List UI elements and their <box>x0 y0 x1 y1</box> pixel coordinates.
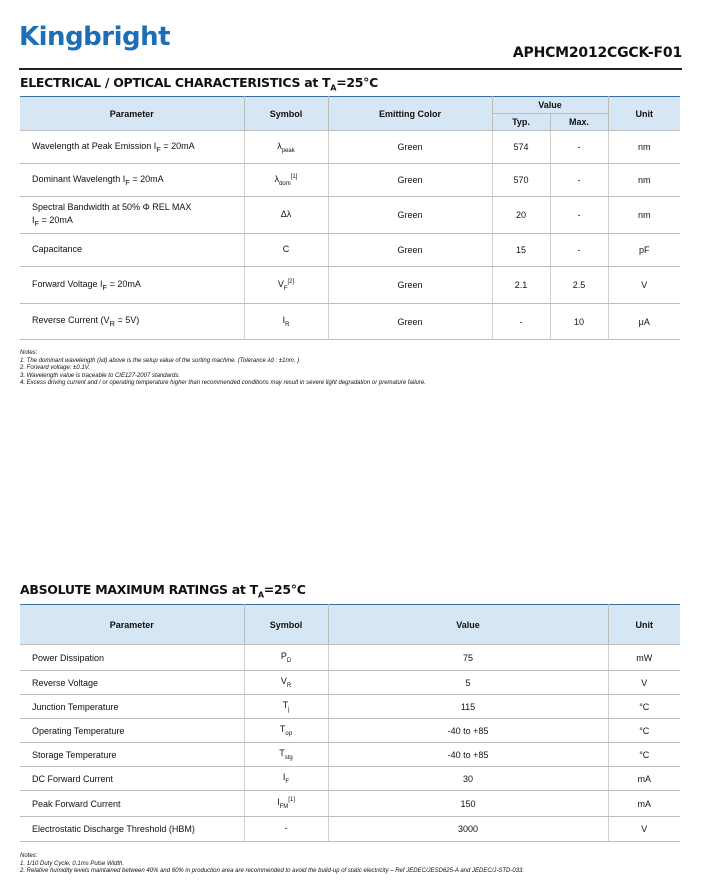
symbol-sub: D <box>286 657 292 664</box>
typ-cell: 574 <box>492 131 550 164</box>
symbol-base: P <box>280 651 287 662</box>
note-line: Notes: <box>20 350 38 356</box>
max-cell: 10 <box>550 304 608 340</box>
value-cell: 115 <box>328 695 608 719</box>
value-cell: -40 to +85 <box>328 719 608 743</box>
parameter-cell: Electrostatic Discharge Threshold (HBM) <box>20 817 244 842</box>
symbol-cell <box>244 817 328 842</box>
parameter-cell <box>20 267 244 304</box>
param-tail-2: = 20mA <box>39 215 73 225</box>
table-row <box>20 304 680 340</box>
symbol-cell <box>244 164 328 197</box>
symbol-cell <box>244 131 328 164</box>
max-cell: - <box>550 197 608 234</box>
electrical-title: ELECTRICAL / OPTICAL CHARACTERISTICS at $T_A=25^\circ C$ <box>20 75 378 93</box>
unit-cell: nm <box>608 131 680 164</box>
header-rule <box>19 68 682 70</box>
kingbright-logo: Kingbright <box>19 22 171 52</box>
unit-cell: pF <box>608 234 680 267</box>
parameter-cell <box>20 164 244 197</box>
param-sub-2: F <box>34 218 40 228</box>
parameter-cell: Storage Temperature <box>20 743 244 767</box>
typ-cell: 570 <box>492 164 550 197</box>
unit-cell: V <box>608 671 680 695</box>
value-cell: -40 to +85 <box>328 743 608 767</box>
symbol-sub: dom <box>279 180 291 187</box>
symbol-sub: F <box>283 285 288 292</box>
table-row <box>20 743 680 767</box>
symbol-cell <box>244 791 328 817</box>
value-cell: 3000 <box>328 817 608 842</box>
symbol-cell <box>244 695 328 719</box>
symbol-sub: FM <box>279 803 289 810</box>
absolute-table <box>20 604 680 842</box>
table-row <box>20 791 680 817</box>
symbol-cell <box>244 671 328 695</box>
param-tail: = 5V) <box>114 315 140 326</box>
symbol-base: - <box>284 822 288 833</box>
color-cell: Green <box>328 304 492 340</box>
table-row <box>20 164 680 197</box>
symbol-cell <box>244 267 328 304</box>
note-line: 3. Wavelength value is traceable to CIE127-2007 standards. <box>20 372 180 379</box>
symbol-base: V <box>280 676 287 687</box>
value-cell: 5 <box>328 671 608 695</box>
typ-cell: 2.1 <box>492 267 550 304</box>
col-value: Value <box>492 97 608 114</box>
parameter-cell <box>20 304 244 340</box>
symbol-note: [2] <box>287 278 295 285</box>
value-cell: 150 <box>328 791 608 817</box>
part-number: APHCM2012CGCK-F01 <box>512 45 682 61</box>
symbol-cell <box>244 234 328 267</box>
symbol-base: C <box>282 243 290 254</box>
symbol-base: I <box>277 797 280 808</box>
symbol-base: λ <box>277 140 282 151</box>
unit-cell: V <box>608 267 680 304</box>
parameter-cell: Peak Forward Current <box>20 791 244 817</box>
symbol-cell <box>244 645 328 671</box>
symbol-base: V <box>277 278 284 289</box>
typ-cell: 20 <box>492 197 550 234</box>
note-line: 1. 1/10 Duty Cycle, 0.1ms Pulse Width. <box>20 860 124 867</box>
symbol-cell <box>244 304 328 340</box>
parameter-cell: DC Forward Current <box>20 767 244 791</box>
color-cell: Green <box>328 164 492 197</box>
param-sub: F <box>156 144 161 154</box>
param-text: Forward Voltage I <box>32 278 103 289</box>
table-row <box>20 695 680 719</box>
col-symbol: Symbol <box>244 605 328 645</box>
symbol-cell <box>244 743 328 767</box>
table-row <box>20 267 680 304</box>
unit-cell: °C <box>608 719 680 743</box>
col-max: Max. <box>550 114 608 131</box>
param-text: Dominant Wavelength I <box>32 173 126 184</box>
col-symbol: Symbol <box>244 97 328 131</box>
note-line: 4. Excess driving current and / or operating temperature higher than recommended conditions may result in severe light degradation or premature failure. <box>20 380 426 386</box>
color-cell: Green <box>328 267 492 304</box>
symbol-note: [1] <box>290 173 298 180</box>
unit-cell: nm <box>608 197 680 234</box>
symbol-sub: stg <box>284 754 293 761</box>
unit-cell: nm <box>608 164 680 197</box>
absolute-notes <box>20 853 524 876</box>
param-tail: = 20mA <box>160 140 195 151</box>
symbol-sub: peak <box>281 147 295 154</box>
value-cell: 75 <box>328 645 608 671</box>
symbol-sub: R <box>286 682 292 689</box>
parameter-cell <box>20 197 244 234</box>
symbol-base: T <box>279 724 286 735</box>
unit-cell: mA <box>608 767 680 791</box>
note-line: 1. The dominant wavelength (λd) above is the setup value of the sorting machine. (Tolerance λd : ±1nm. ) <box>20 357 300 364</box>
table-row <box>20 645 680 671</box>
param-text: Wavelength at Peak Emission I <box>32 140 157 151</box>
table-row <box>20 197 680 234</box>
electrical-notes <box>20 350 426 388</box>
note-line: 2. Relative humidity levels maintained between 40% and 60% in production area are recommended to avoid the build-up of static electricity – Ref JEDEC/JESD625-A and JEDEC/J-STD-033. <box>20 868 525 874</box>
param-sub: F <box>102 282 108 292</box>
unit-cell: °C <box>608 695 680 719</box>
table-row <box>20 719 680 743</box>
param-tail: = 20mA <box>107 278 141 289</box>
note-line: 2. Forward voltage: ±0.1V. <box>20 365 90 371</box>
param-text: Spectral Bandwidth at 50% Φ REL MAX <box>32 202 192 213</box>
param-sub: F <box>125 177 130 187</box>
max-cell: - <box>550 234 608 267</box>
table-row <box>20 234 680 267</box>
symbol-base: I <box>282 772 286 783</box>
param-text: Capacitance <box>32 243 83 254</box>
col-unit: Unit <box>608 605 680 645</box>
value-cell: 30 <box>328 767 608 791</box>
parameter-cell: Junction Temperature <box>20 695 244 719</box>
unit-cell: °C <box>608 743 680 767</box>
param-sub: R <box>109 318 115 328</box>
col-emitting-color: Emitting Color <box>328 97 492 131</box>
color-cell: Green <box>328 131 492 164</box>
symbol-sub: R <box>285 321 290 328</box>
parameter-cell: Reverse Voltage <box>20 671 244 695</box>
col-unit: Unit <box>608 97 680 131</box>
symbol-sub: F <box>285 778 290 785</box>
unit-cell: mW <box>608 645 680 671</box>
typ-cell: 15 <box>492 234 550 267</box>
parameter-cell <box>20 234 244 267</box>
absolute-title: ABSOLUTE MAXIMUM RATINGS at $T_A=25^\circ C$ <box>20 582 306 600</box>
symbol-base: λ <box>274 173 280 184</box>
color-cell: Green <box>328 197 492 234</box>
parameter-cell <box>20 131 244 164</box>
col-parameter: Parameter <box>20 97 244 131</box>
unit-cell: V <box>608 817 680 842</box>
max-cell: - <box>550 131 608 164</box>
max-cell: 2.5 <box>550 267 608 304</box>
col-typ: Typ. <box>492 114 550 131</box>
table-row <box>20 767 680 791</box>
color-cell: Green <box>328 234 492 267</box>
param-text: Reverse Current (V <box>32 315 110 326</box>
symbol-base: T <box>282 700 289 711</box>
table-row <box>20 131 680 164</box>
symbol-note: [1] <box>288 797 295 804</box>
symbol-cell <box>244 719 328 743</box>
unit-cell: mA <box>608 791 680 817</box>
parameter-cell: Operating Temperature <box>20 719 244 743</box>
symbol-sub: op <box>285 730 293 737</box>
table-row <box>20 817 680 842</box>
symbol-base: I <box>282 315 286 326</box>
symbol-cell <box>244 197 328 234</box>
symbol-sub: j <box>288 706 290 713</box>
col-parameter: Parameter <box>20 605 244 645</box>
col-value: Value <box>328 605 608 645</box>
typ-cell: - <box>492 304 550 340</box>
parameter-cell: Power Dissipation <box>20 645 244 671</box>
symbol-cell <box>244 767 328 791</box>
unit-cell: μA <box>608 304 680 340</box>
max-cell: - <box>550 164 608 197</box>
symbol-base: Δλ <box>280 208 292 219</box>
table-row <box>20 671 680 695</box>
symbol-base: T <box>279 748 285 759</box>
param-text-2: I <box>32 215 35 225</box>
param-tail: = 20mA <box>129 173 164 184</box>
electrical-table <box>20 96 680 340</box>
note-line: Notes: <box>20 853 38 859</box>
